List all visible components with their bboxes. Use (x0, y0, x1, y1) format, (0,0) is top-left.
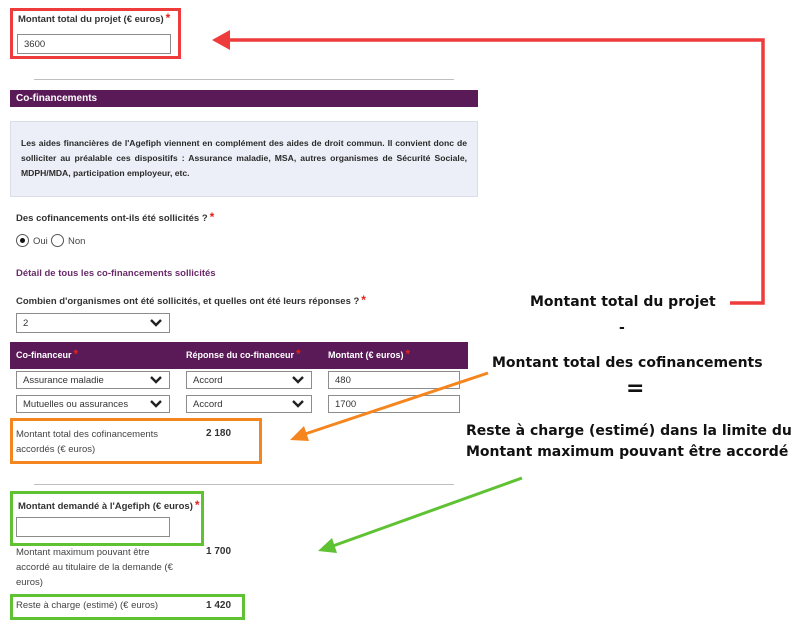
amount-value: 480 (335, 374, 351, 386)
funder-value: Mutuelles ou assurances (23, 398, 129, 410)
project-total-value: 3600 (24, 38, 46, 50)
annotation-cofinancing-total: Montant total des cofinancements (492, 355, 763, 371)
required-mark: * (194, 498, 200, 512)
orange-arrow-line (302, 373, 488, 435)
required-mark: * (209, 210, 215, 224)
organisms-count-value: 2 (23, 317, 29, 329)
response-value: Accord (193, 374, 223, 386)
remaining-charge-value: 1 420 (206, 600, 232, 611)
required-mark: * (296, 347, 301, 361)
cofinancing-section-title: Co-financements (16, 93, 98, 104)
funder-value: Assurance maladie (23, 374, 104, 386)
required-mark: * (405, 347, 411, 361)
max-amount-label-line3: euros) (16, 577, 43, 588)
red-arrow-line (226, 40, 763, 303)
annotation-equals: = (626, 376, 645, 401)
green-arrow-line (330, 478, 522, 547)
annotation-minus: - (619, 320, 625, 336)
annotation-result-line2: Montant maximum pouvant être accordé (466, 444, 789, 460)
max-amount-value: 1 700 (206, 546, 232, 557)
red-arrow-head (212, 30, 230, 50)
response-value: Accord (193, 398, 223, 410)
detail-heading: Détail de tous les co-financements sollicités (16, 268, 216, 279)
cofinancing-total-label-line1: Montant total des cofinancements (16, 429, 159, 440)
cofinancing-total-label-line2: accordés (€ euros) (16, 444, 96, 455)
required-mark: * (73, 347, 79, 361)
max-amount-label-line1: Montant maximum pouvant être (16, 547, 150, 558)
annotation-result-line1: Reste à charge (estimé) dans la limite du (466, 423, 792, 439)
header-cofinanceur-text: Co-financeur (16, 350, 72, 360)
orange-arrow-head (290, 426, 309, 441)
solicited-question-text: Des cofinancements ont-ils été sollicités ? (16, 213, 208, 224)
organisms-question-text: Combien d'organismes ont été sollicités, et quelles ont été leurs réponses ? (16, 296, 360, 307)
required-mark: * (361, 293, 366, 307)
info-text: Les aides financières de l'Agefiph viennent en complément des aides de droit commun. Il convient donc de solliciter au préalable ces dispositifs : Assurance maladie, MSA, autres organismes de Sécurité Sociale, MDPH/MDA, participation employeur, etc. (21, 138, 467, 178)
max-amount-label-line2: accordé au titulaire de la demande (€ (16, 562, 173, 573)
radio-oui-label: Oui (33, 236, 48, 247)
header-reponse-text: Réponse du co-financeur (186, 350, 295, 360)
annotation-project-total: Montant total du projet (530, 294, 716, 310)
green-arrow-head (318, 538, 337, 553)
cofinancing-total-value: 2 180 (206, 428, 232, 439)
project-total-label-text: Montant total du projet (€ euros) (18, 14, 164, 25)
remaining-charge-label: Reste à charge (estimé) (€ euros) (16, 600, 159, 611)
agefiph-request-label-text: Montant demandé à l'Agefiph (€ euros) (18, 501, 193, 512)
radio-non-label: Non (68, 236, 86, 247)
amount-value: 1700 (335, 398, 357, 410)
header-montant-text: Montant (€ euros) (328, 350, 404, 360)
required-mark: * (165, 11, 171, 25)
